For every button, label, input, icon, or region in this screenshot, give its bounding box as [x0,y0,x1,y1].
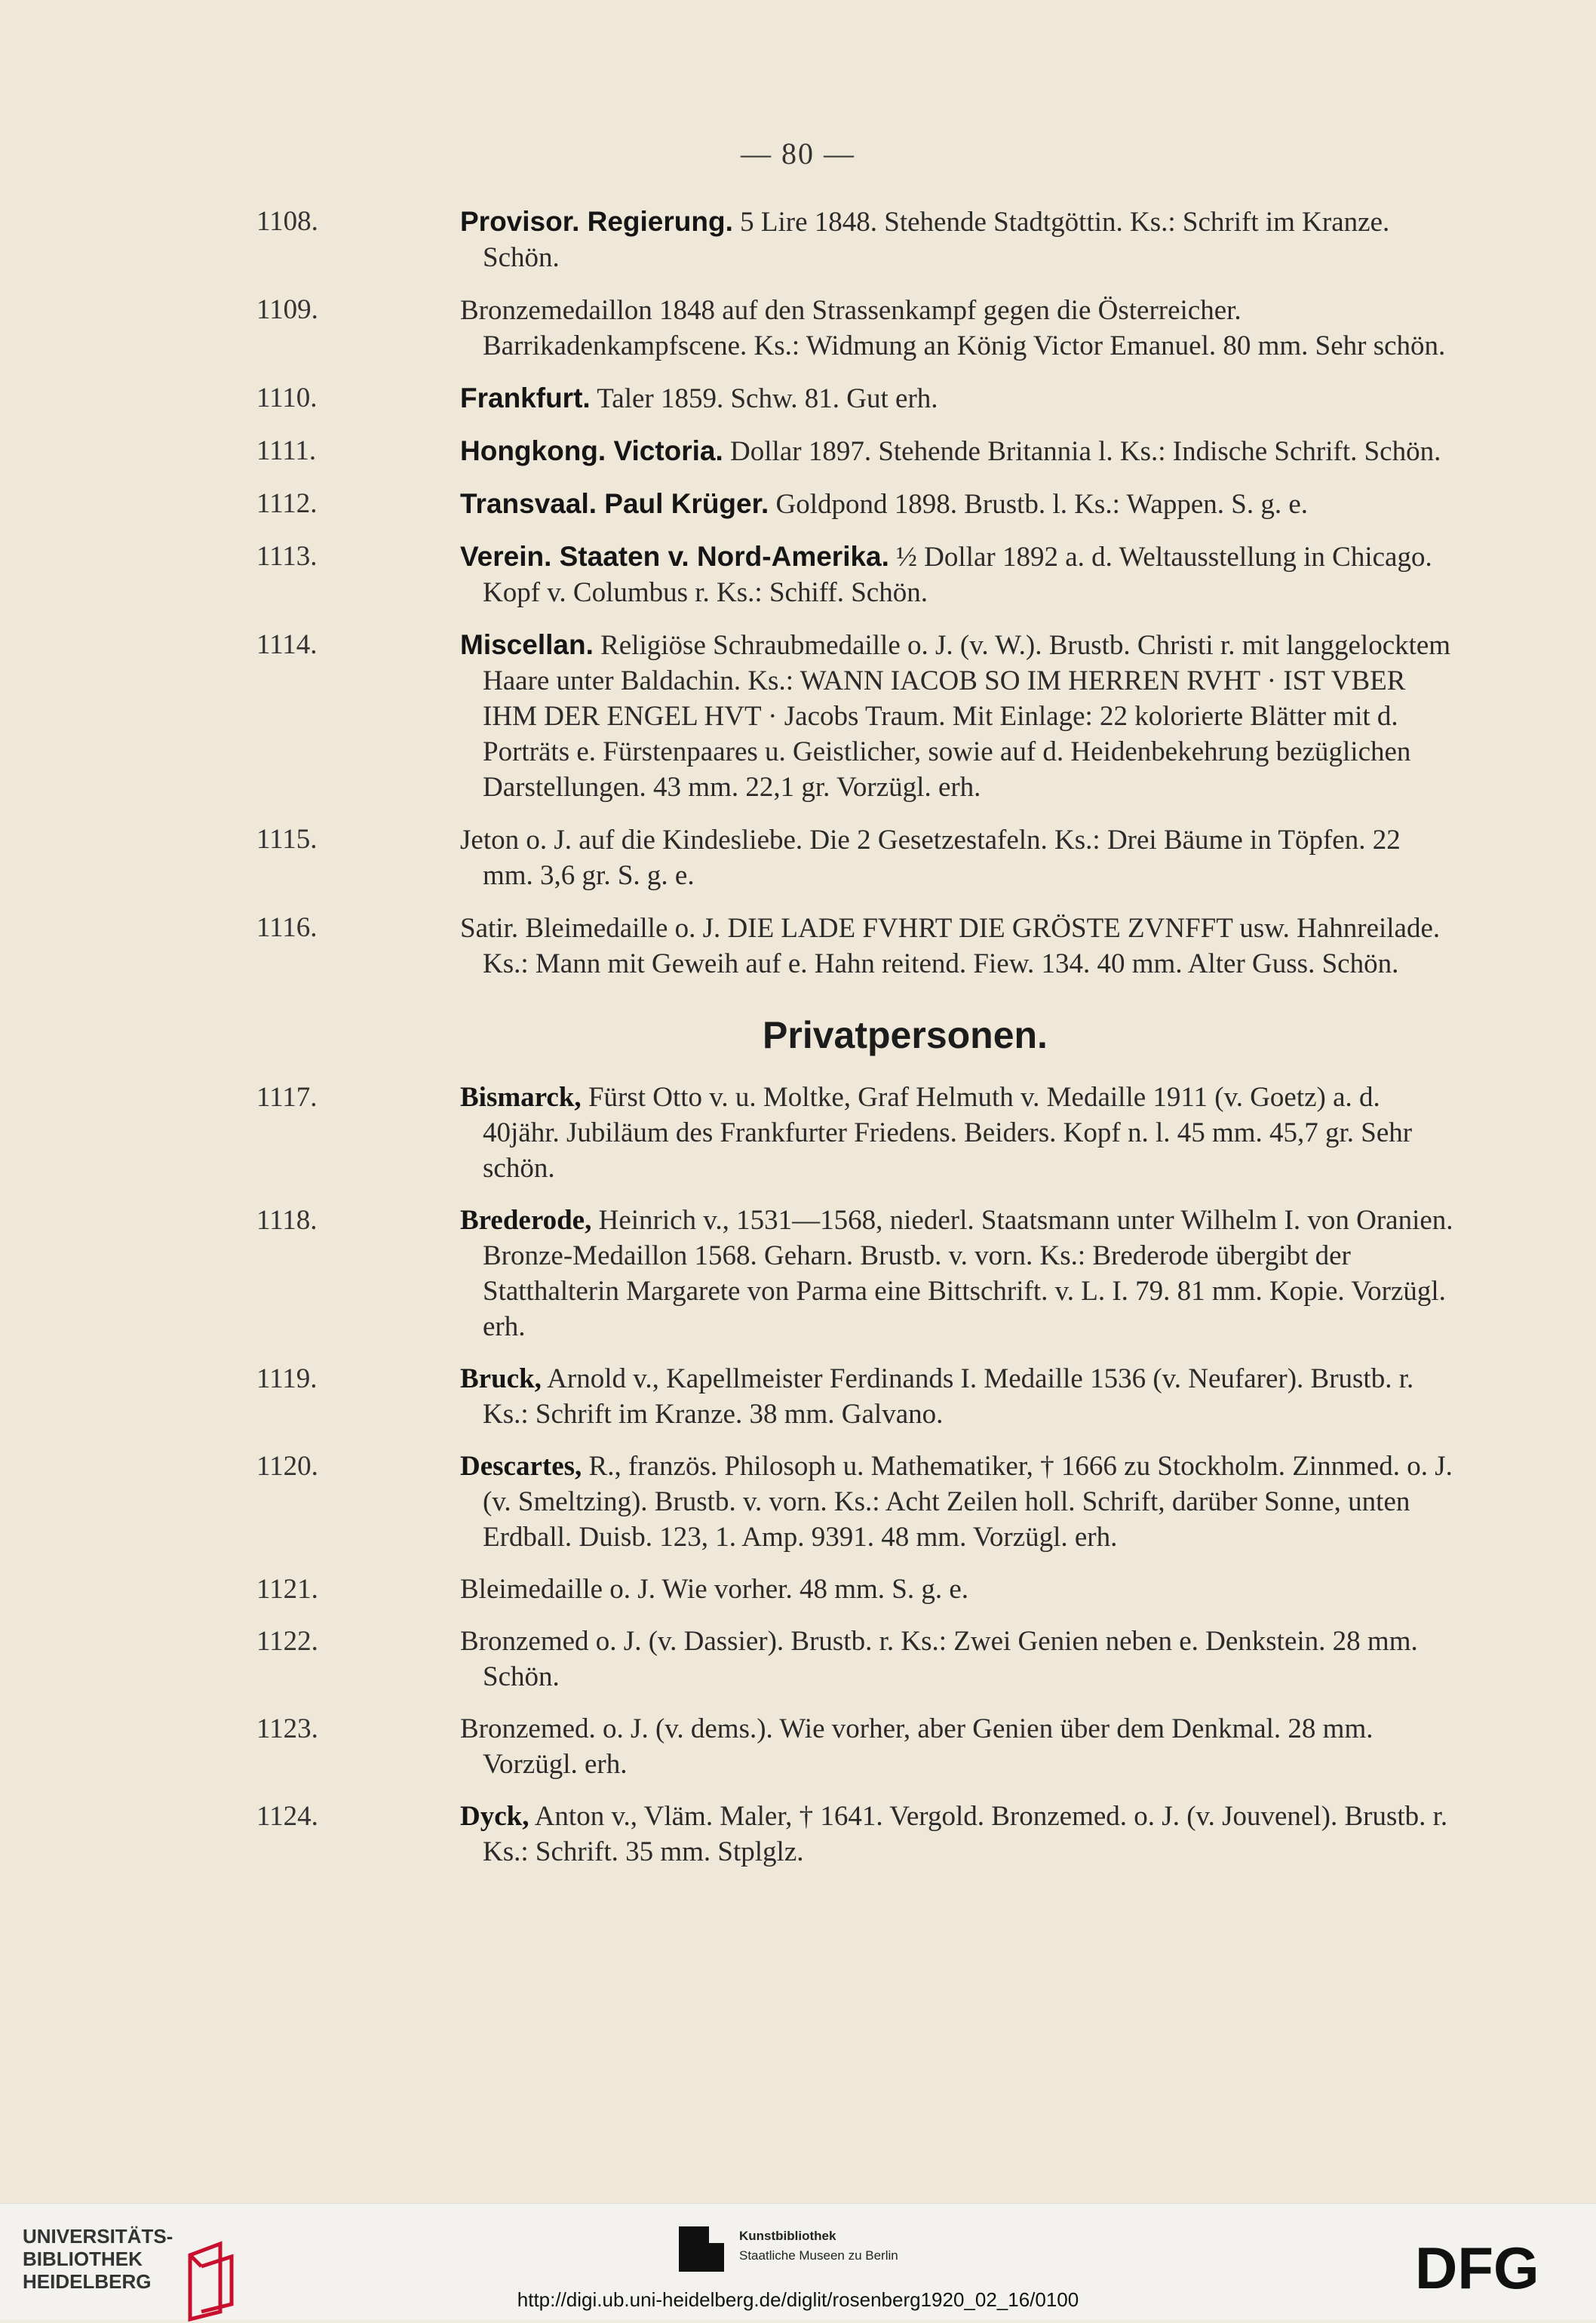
entry-text: Heinrich v., 1531—1568, niederl. Staatsmann unter Wilhelm I. von Oranien. Bronze-Medaillon 1568. Geharn. Brustb. v. vorn. Ks.: Brederode übergibt der Statthalterin Margarete von Parma eine Bittschrift. v. L. I. 79. 81 mm. Kopie. Vorzügl. erh. [483,1205,1453,1342]
kb-line-1: Kunstbibliothek [739,2229,836,2243]
catalogue-entry [256,1799,1456,1870]
entry-number: 1120. [256,1451,318,1482]
catalogue-entry [256,380,1456,416]
entries-after [256,1080,1456,1870]
entry-number: 1123. [256,1713,318,1744]
entry-number: 1117. [256,1082,318,1113]
entry-heading: Verein. Staaten v. Nord-Amerika. [460,541,889,572]
catalogue-entry [256,539,1456,610]
entry-description [354,1449,1456,1555]
entry-text: Anton v., Vläm. Maler, † 1641. Vergold. Bronzemed. o. J. (v. Jouvenel). Brustb. r. Ks.: Schrift. 35 mm. Stplglz. [483,1801,1448,1867]
entry-number: 1112. [256,488,318,519]
entry-number: 1114. [256,629,318,660]
entry-description [354,292,1456,364]
entry-text: Bronzemedaillon 1848 auf den Strassenkampf gegen die Österreicher. Barrikadenkampfscene. Ks.: Widmung an König Victor Emanuel. 80 mm. Sehr schön. [460,295,1446,361]
catalogue-entries [256,204,1456,1886]
footer-url-link[interactable]: http://digi.ub.uni-heidelberg.de/diglit/rosenberg1920_02_16/0100 [517,2288,1079,2311]
entry-text: Religiöse Schraubmedaille o. J. (v. W.). Brustb. Christi r. mit langgelocktem Haare unter Baldachin. Ks.: WANN IACOB SO IM HERREN RVHT · IST VBER IHM DER ENGEL HVT · Jacobs Traum. Mit Einlage: 22 kolorierte Blätter mit d. Porträts e. Fürstenpaares u. Geistlicher, sowie auf d. Heidenbekehrung bezüglichen Darstellungen. 43 mm. 22,1 gr. Vorzügl. erh. [483,630,1451,803]
entry-description [354,1361,1456,1432]
entry-text: Arnold v., Kapellmeister Ferdinands I. Medaille 1536 (v. Neufarer). Brustb. r. Ks.: Schrift im Kranze. 38 mm. Galvano. [483,1363,1414,1430]
entry-number: 1111. [256,435,317,466]
entry-description [354,1080,1456,1186]
entry-description [354,433,1456,469]
entry-number: 1108. [256,206,318,237]
catalogue-entry [256,910,1456,982]
entry-text: 5 Lire 1848. Stehende Stadtgöttin. Ks.: Schrift im Kranze. Schön. [483,207,1390,273]
kunstbibliothek-logo[interactable] [679,2226,898,2275]
catalogue-entry [256,1361,1456,1432]
entry-heading: Brederode, [460,1205,592,1236]
catalogue-entry [256,292,1456,364]
kunstbibliothek-mark-icon [679,2226,724,2272]
entry-text: Satir. Bleimedaille o. J. DIE LADE FVHRT DIE GRÖSTE ZVNFFT usw. Hahnreilade. Ks.: Mann mit Geweih auf e. Hahn reitend. Fiew. 134. 40 mm. Alter Guss. Schön. [460,913,1441,979]
section-heading: Privatpersonen. [763,1014,1048,1056]
entry-description [354,486,1456,522]
catalogue-entry [256,204,1456,275]
ub-logo-text [23,2225,173,2293]
catalogue-entry [256,1080,1456,1186]
entries-before [256,204,1456,982]
catalogue-entry [256,627,1456,805]
catalogue-entry [256,822,1456,893]
catalogue-entry [256,1203,1456,1344]
dfg-logo-text: DFG [1415,2242,1539,2294]
catalogue-entry [256,486,1456,522]
dfg-logo[interactable] [1415,2242,1573,2294]
entry-number: 1116. [256,912,318,943]
entry-text: Fürst Otto v. u. Moltke, Graf Helmuth v. Medaille 1911 (v. Goetz) a. d. 40jähr. Jubiläum des Frankfurter Friedens. Beiders. Kopf n. l. 45 mm. 45,7 gr. Sehr schön. [483,1082,1413,1184]
entry-number: 1119. [256,1363,318,1394]
entry-number: 1110. [256,383,318,413]
entry-number: 1109. [256,294,318,325]
entry-number: 1124. [256,1801,318,1832]
entry-description [354,204,1456,275]
entry-heading: Frankfurt. [460,383,591,413]
catalogue-entry [256,1449,1456,1555]
entry-text: Taler 1859. Schw. 81. Gut erh. [590,383,938,414]
ub-heidelberg-logo[interactable] [23,2225,173,2293]
entry-heading: Transvaal. Paul Krüger. [460,488,769,519]
entry-heading: Provisor. Regierung. [460,206,733,237]
entry-heading: Bismarck, [460,1082,582,1113]
entry-heading: Miscellan. [460,629,594,660]
entry-heading: Bruck, [460,1363,542,1394]
footer-bar [0,2203,1596,2319]
kb-line-2: Staatliche Museen zu Berlin [739,2248,898,2263]
entry-text: Jeton o. J. auf die Kindesliebe. Die 2 Gesetzestafeln. Ks.: Drei Bäume in Töpfen. 22 mm. 3,6 gr. S. g. e. [460,825,1401,891]
entry-text: Bleimedaille o. J. Wie vorher. 48 mm. S. g. e. [460,1574,969,1605]
entry-text: ½ Dollar 1892 a. d. Weltausstellung in Chicago. Kopf v. Columbus r. Ks.: Schiff. Schön. [483,542,1432,608]
ub-line-1: UNIVERSITÄTS- [23,2225,173,2248]
entry-description [354,1711,1456,1782]
entry-number: 1122. [256,1626,318,1657]
ub-line-2: BIBLIOTHEK [23,2248,143,2270]
entry-description [354,1799,1456,1870]
entry-number: 1113. [256,541,318,572]
entry-heading: Hongkong. Victoria. [460,435,723,466]
entry-description [354,1624,1456,1695]
entry-description [354,822,1456,893]
entry-text: R., französ. Philosoph u. Mathematiker, † 1666 zu Stockholm. Zinnmed. o. J. (v. Smeltzing). Brustb. v. vorn. Ks.: Acht Zeilen holl. Schrift, darüber Sonne, unten Erdball. Duisb. 123, 1. Amp. 9391. 48 mm. Vorzügl. erh. [483,1451,1453,1553]
entry-description [354,910,1456,982]
entry-text: Dollar 1897. Stehende Britannia l. Ks.: Indische Schrift. Schön. [723,436,1441,467]
page-number: — 80 — [741,137,855,171]
catalogue-entry [256,433,1456,469]
entry-text: Bronzemed. o. J. (v. dems.). Wie vorher, aber Genien über dem Denkmal. 28 mm. Vorzügl. erh. [460,1713,1373,1780]
entry-description [354,380,1456,416]
entry-text: Bronzemed o. J. (v. Dassier). Brustb. r. Ks.: Zwei Genien neben e. Denkstein. 28 mm. Schön. [460,1626,1418,1692]
entry-number: 1118. [256,1205,318,1236]
entry-description [354,539,1456,610]
entry-description [354,627,1456,805]
entry-heading: Descartes, [460,1451,582,1482]
entry-text: Goldpond 1898. Brustb. l. Ks.: Wappen. S. g. e. [769,489,1308,520]
ub-line-3: HEIDELBERG [23,2270,152,2293]
catalogue-entry [256,1624,1456,1695]
entry-description [354,1203,1456,1344]
entry-number: 1115. [256,824,318,855]
entry-heading: Dyck, [460,1801,529,1832]
entry-number: 1121. [256,1574,318,1605]
catalogue-entry [256,1572,1456,1607]
entry-description [354,1572,1456,1607]
kunstbibliothek-text [739,2226,1041,2266]
catalogue-entry [256,1711,1456,1782]
